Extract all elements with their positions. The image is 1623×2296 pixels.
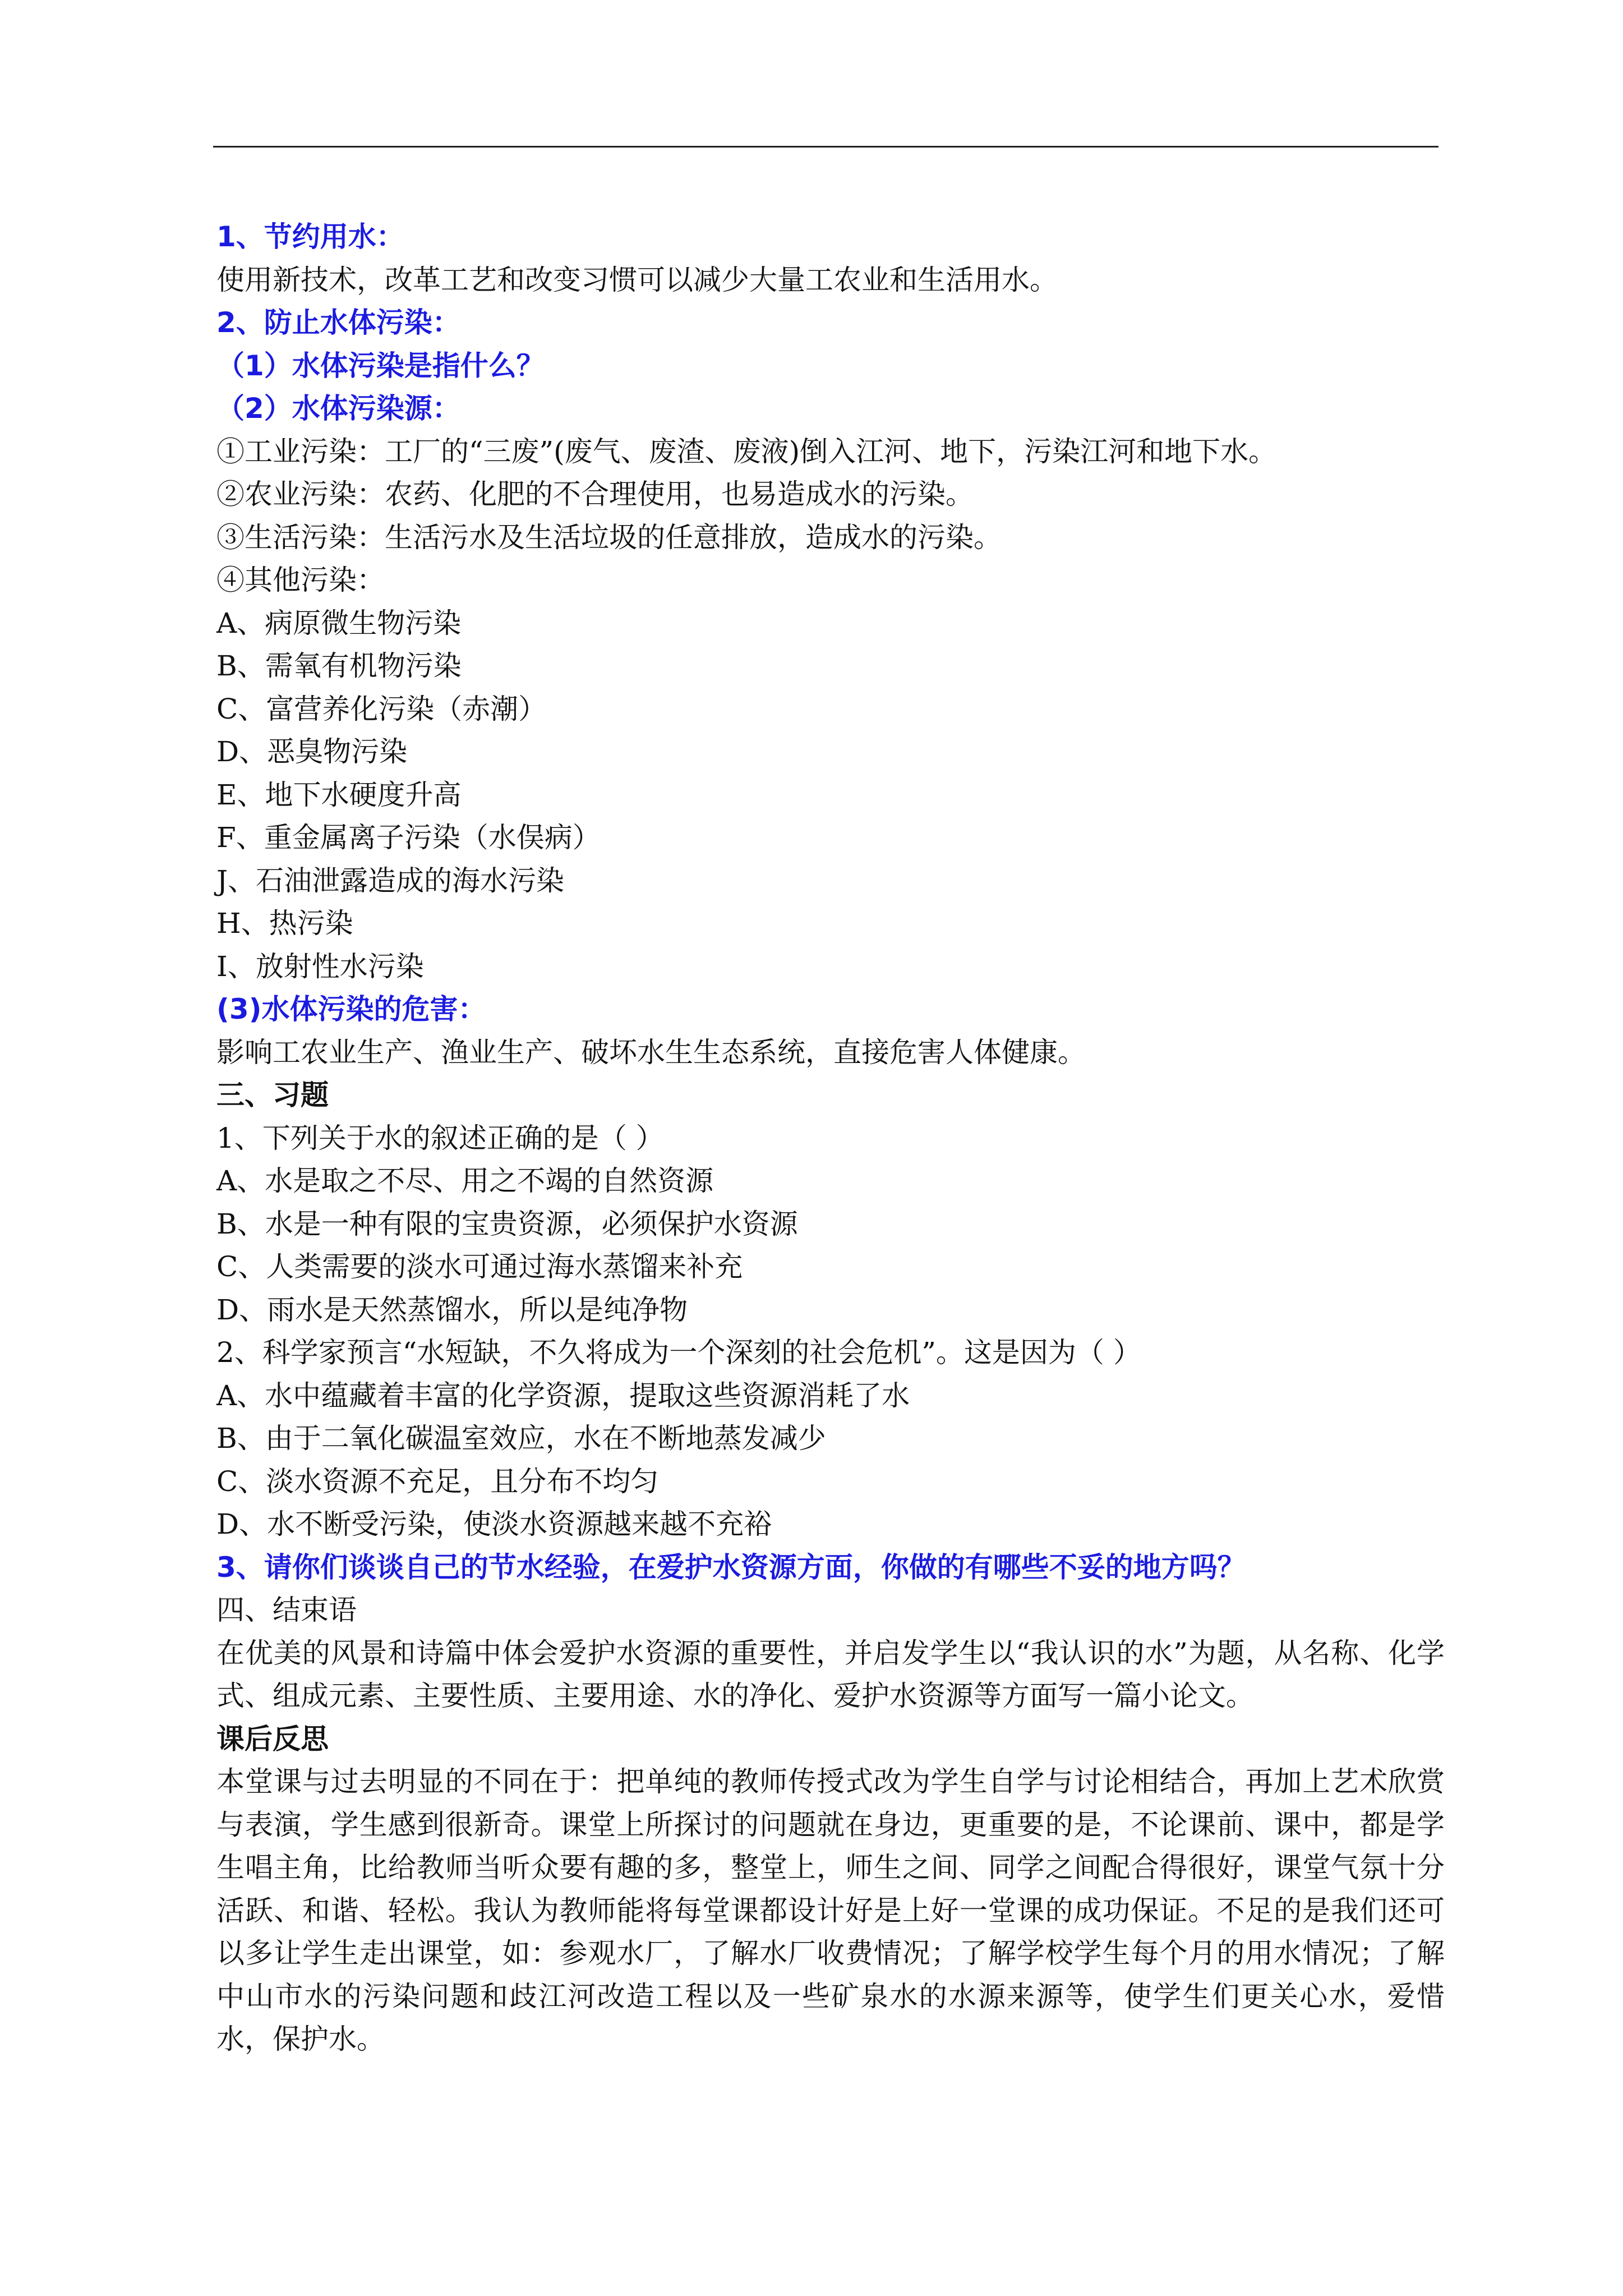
conclusion-text: 在优美的风景和诗篇中体会爱护水资源的重要性，并启发学生以“我认识的水”为题，从名称、化学式、组成元素、主要性质、主要用途、水的净化、爱护水资源等方面写一篇小论文。	[216, 1636, 1445, 1712]
other-pollution-item: A、病原微生物污染	[216, 606, 462, 639]
subheading-pollution-harm: (3)水体污染的危害：	[216, 993, 486, 1025]
heading-prevent-pollution: 2、防止水体污染：	[216, 306, 460, 339]
heading-conserve-water: 1、节约用水：	[216, 220, 404, 253]
exercise-question-1: 1、下列关于水的叙述正确的是（ ）	[216, 1121, 664, 1154]
other-pollution-item: H、热污染	[216, 907, 353, 940]
heading-exercises: 三、习题	[216, 1079, 329, 1111]
exercise-option: B、水是一种有限的宝贵资源，必须保护水资源	[216, 1207, 798, 1240]
other-pollution-item: J、石油泄露造成的海水污染	[216, 864, 565, 897]
pollution-source-item: ③生活污染：生活污水及生活垃圾的任意排放，造成水的污染。	[216, 521, 1002, 554]
other-pollution-item: I、放射性水污染	[216, 950, 424, 983]
pollution-source-item: ②农业污染：农药、化肥的不合理使用，也易造成水的污染。	[216, 478, 974, 510]
exercise-option: D、水不断受污染，使淡水资源越来越不充裕	[216, 1508, 772, 1540]
exercise-option: D、雨水是天然蒸馏水，所以是纯净物	[216, 1293, 688, 1326]
reflection-text: 本堂课与过去明显的不同在于：把单纯的教师传授式改为学生自学与讨论相结合，再加上艺术欣赏与表演，学生感到很新奇。课堂上所探讨的问题就在身边，更重要的是，不论课前、课中，都是学生唱主角，比给教师当听众要有趣的多，整堂上，师生之间、同学之间配合得很好，课堂气氛十分活跃、和谐、轻松。我认为教师能将每堂课都设计好是上好一堂课的成功保证。不足的是我们还可以多让学生走出课堂，如：参观水厂，了解水厂收费情况；了解学校学生每个月的用水情况；了解中山市水的污染问题和歧江河改造工程以及一些矿泉水的水源来源等，使学生们更关心水，爱惜水，保护水。	[216, 1765, 1445, 2055]
exercise-option: C、人类需要的淡水可通过海水蒸馏来补充	[216, 1250, 743, 1283]
pollution-harm-text: 影响工农业生产、渔业生产、破坏水生生态系统，直接危害人体健康。	[216, 1036, 1086, 1069]
other-pollution-item: F、重金属离子污染（水俣病）	[216, 821, 601, 854]
heading-conclusion: 四、结束语	[216, 1594, 357, 1626]
exercise-option: C、淡水资源不充足，且分布不均匀	[216, 1465, 659, 1498]
pollution-source-item: ①工业污染：工厂的“三废”(废气、废渣、废液)倒入江河、地下，污染江河和地下水。	[216, 435, 1277, 468]
other-pollution-item: E、地下水硬度升高	[216, 778, 462, 811]
exercise-option: B、由于二氧化碳温室效应，水在不断地蒸发减少	[216, 1422, 826, 1455]
exercise-option: A、水中蕴藏着丰富的化学资源，提取这些资源消耗了水	[216, 1379, 910, 1412]
subheading-pollution-definition: （1）水体污染是指什么？	[216, 349, 545, 382]
subheading-pollution-sources: （2）水体污染源：	[216, 392, 460, 425]
pollution-source-item: ④其他污染：	[216, 564, 385, 596]
exercise-option: A、水是取之不尽、用之不竭的自然资源	[216, 1165, 714, 1197]
other-pollution-item: D、恶臭物污染	[216, 735, 408, 768]
document-body	[216, 215, 1445, 2061]
exercise-question-3: 3、请你们谈谈自己的节水经验，在爱护水资源方面，你做的有哪些不妥的地方吗？	[216, 1550, 1246, 1584]
other-pollution-item: B、需氧有机物污染	[216, 650, 462, 682]
conserve-water-text: 使用新技术，改革工艺和改变习惯可以减少大量工农业和生活用水。	[216, 263, 1058, 296]
other-pollution-item: C、富营养化污染（赤潮）	[216, 692, 547, 725]
header-rule	[213, 146, 1438, 148]
exercise-question-2: 2、科学家预言“水短缺，不久将成为一个深刻的社会危机”。这是因为（ ）	[216, 1336, 1141, 1369]
heading-reflection: 课后反思	[216, 1722, 329, 1755]
